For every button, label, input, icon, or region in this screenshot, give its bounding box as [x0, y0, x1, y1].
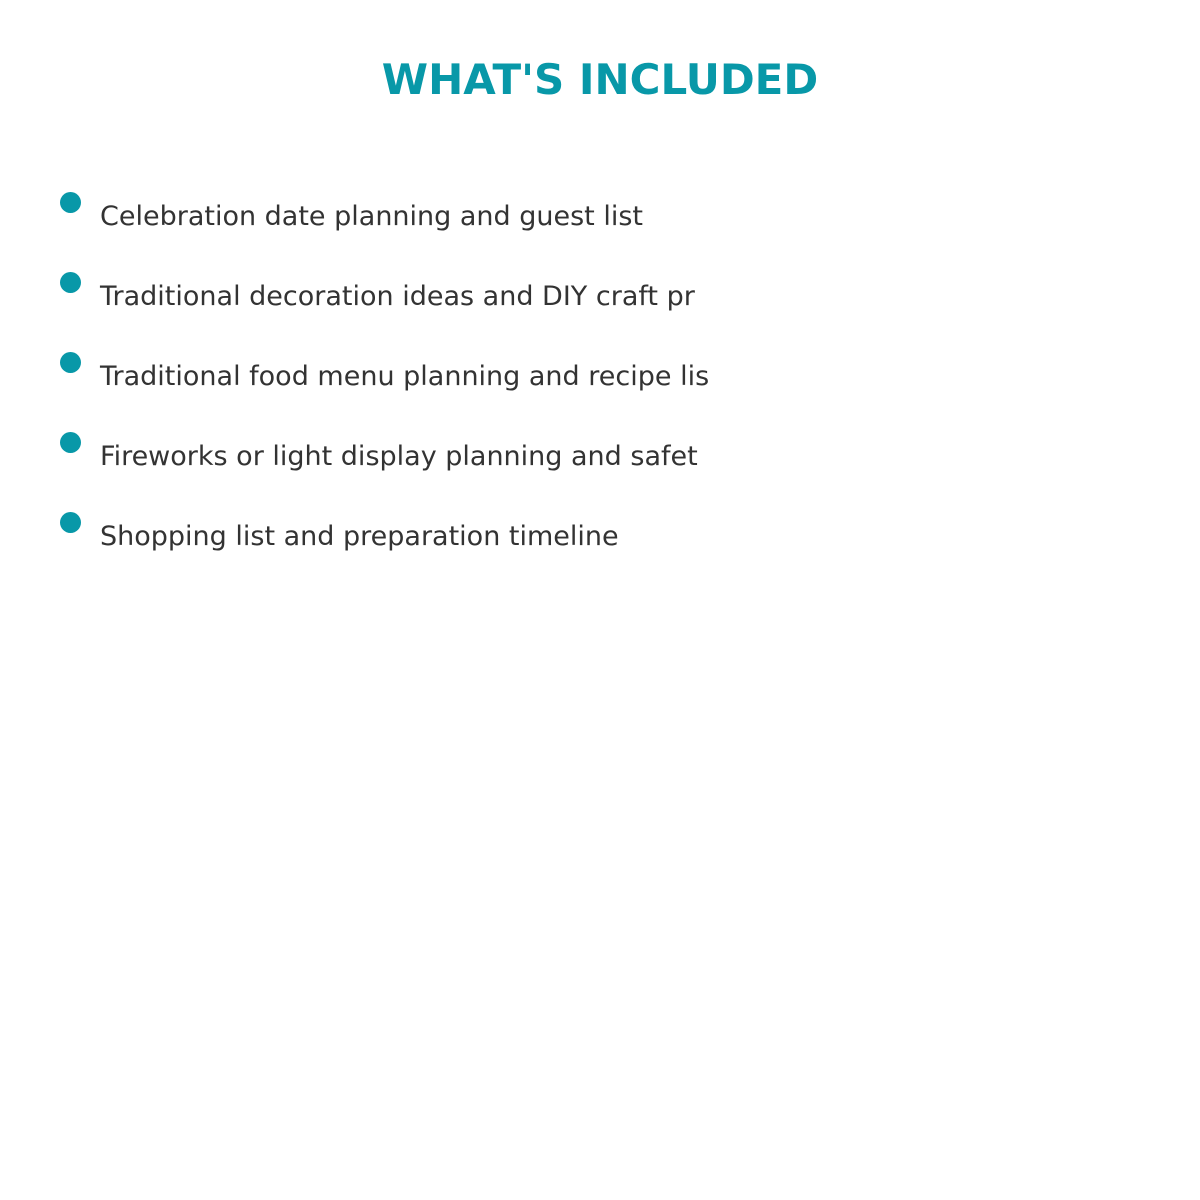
- list-item: [0, 272, 1200, 332]
- bullet-icon: [60, 512, 81, 533]
- bullet-icon: [60, 432, 81, 453]
- list-item: [0, 512, 1200, 572]
- page-title: WHAT'S INCLUDED: [381, 55, 819, 104]
- list-item-text: Shopping list and preparation timeline: [100, 521, 619, 552]
- list-item-text: Fireworks or light display planning and safet: [100, 441, 698, 472]
- list-item-text: Traditional decoration ideas and DIY craft pr: [100, 281, 695, 312]
- list-item-text: Traditional food menu planning and recipe lis: [100, 361, 710, 392]
- bullet-icon: [60, 192, 81, 213]
- list-item: [0, 352, 1200, 412]
- list-item-text: Celebration date planning and guest list: [100, 201, 644, 232]
- list-item: [0, 432, 1200, 492]
- bullet-icon: [60, 272, 81, 293]
- bullet-icon: [60, 352, 81, 373]
- list-item: [0, 192, 1200, 252]
